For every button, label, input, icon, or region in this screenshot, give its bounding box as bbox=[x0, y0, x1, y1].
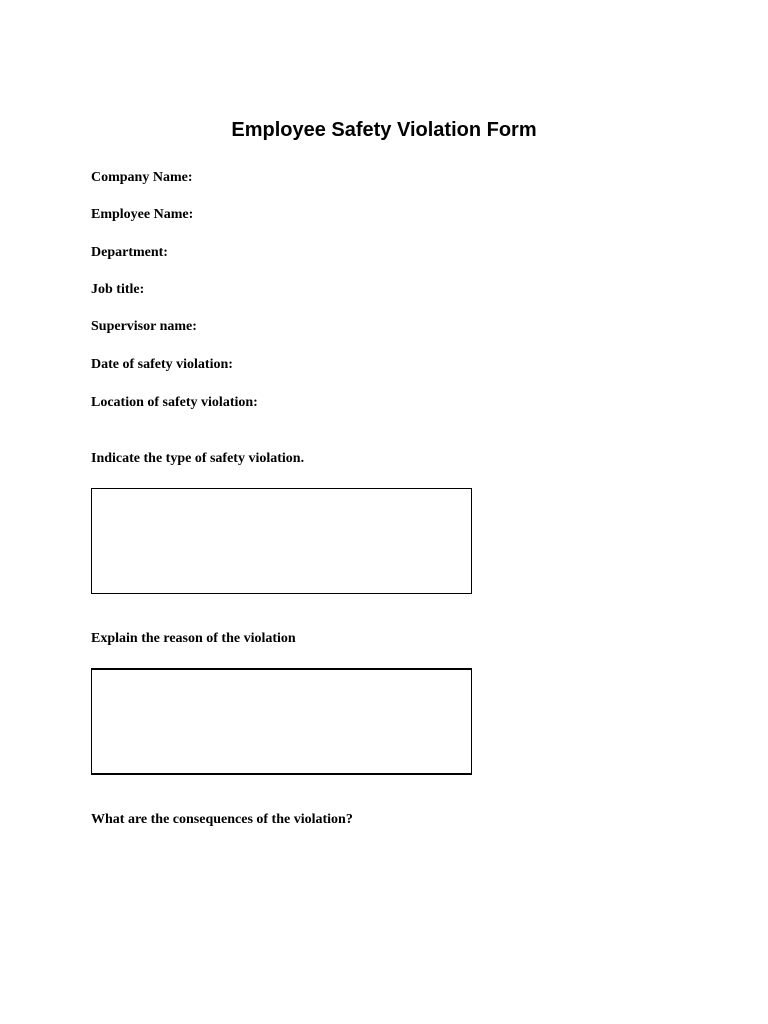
violation-reason-prompt: Explain the reason of the violation bbox=[91, 631, 296, 646]
violation-reason-box[interactable] bbox=[91, 668, 472, 775]
form-title: Employee Safety Violation Form bbox=[231, 119, 537, 141]
company-name-label: Company Name: bbox=[91, 170, 193, 185]
violation-type-box[interactable] bbox=[91, 488, 472, 594]
supervisor-name-label: Supervisor name: bbox=[91, 319, 197, 334]
violation-type-prompt: Indicate the type of safety violation. bbox=[91, 451, 305, 466]
employee-name-label: Employee Name: bbox=[91, 207, 194, 222]
violation-location-label: Location of safety violation: bbox=[91, 395, 258, 410]
violation-consequences-prompt: What are the consequences of the violation? bbox=[91, 812, 353, 827]
violation-date-label: Date of safety violation: bbox=[91, 357, 233, 372]
job-title-label: Job title: bbox=[91, 282, 145, 297]
department-label: Department: bbox=[91, 245, 168, 260]
